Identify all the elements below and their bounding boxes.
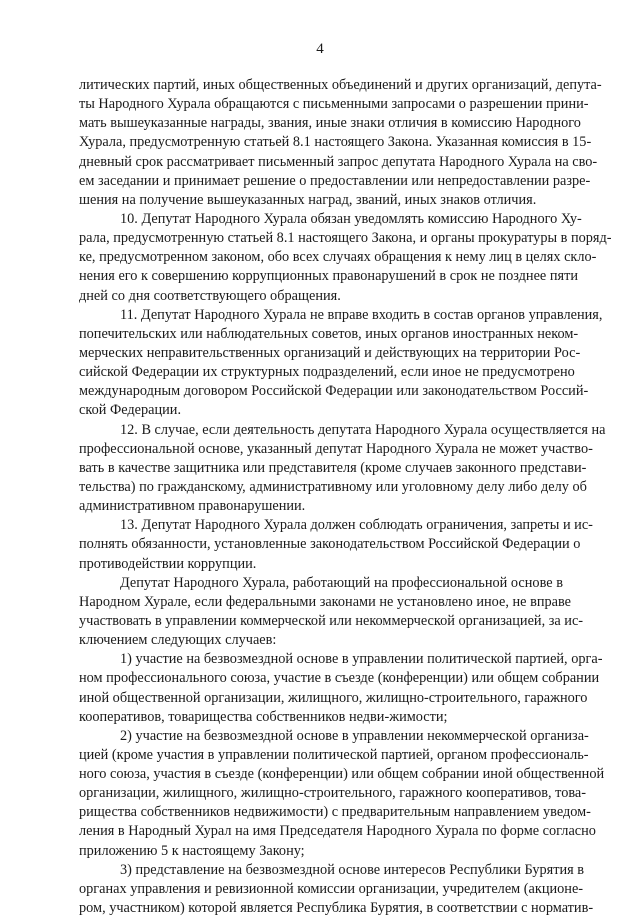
text-line: 11. Депутат Народного Хурала не вправе входить в состав органов управления, [120, 306, 603, 323]
text-line: тельства) по гражданскому, административному или уголовному делу либо делу об [79, 478, 587, 495]
text-line: 2) участие на безвозмездной основе в управлении некоммерческой организа- [120, 727, 589, 744]
paragraph-13 [79, 516, 593, 573]
document-body [79, 76, 612, 918]
page-number: 4 [316, 41, 324, 57]
text-line: дней со дня соответствующего обращения. [79, 287, 341, 304]
text-line: противодействии коррупции. [79, 555, 257, 572]
text-line: приложению 5 к настоящему Закону; [79, 842, 305, 859]
text-line: цией (кроме участия в управлении политической партией, органом профессиональ- [79, 746, 589, 763]
text-line: международным договором Российской Федерации или законодательством Россий- [79, 383, 589, 400]
paragraph-continuation [79, 76, 602, 210]
text-line: 12. В случае, если деятельность депутата Народного Хурала осуществляется на [120, 421, 606, 438]
paragraph-3 [79, 861, 594, 918]
text-line: нения его к совершению коррупционных правонарушений в срок не позднее пяти [79, 268, 578, 285]
paragraph-2 [79, 727, 605, 861]
text-line: литических партий, иных общественных объединений и других организаций, депута- [79, 77, 602, 93]
paragraph-1 [79, 650, 603, 727]
text-line: кооперативов, товарищества собственников недви-жимости; [79, 708, 448, 725]
text-line: Народном Хурале, если федеральными законами не установлено иное, не вправе [79, 593, 571, 610]
text-line: Депутат Народного Хурала, работающий на профессиональной основе в [120, 574, 563, 591]
paragraph-deputy [79, 574, 584, 651]
text-line: административном правонарушении. [79, 498, 306, 515]
text-line: сийской Федерации их структурных подразделений, если иное не предусмотрено [79, 364, 575, 381]
text-line: дневный срок рассматривает письменный запрос депутата Народного Хурала на сво- [79, 153, 598, 170]
text-line: рала, предусмотренную статьей 8.1 настоящего Закона, и органы прокуратуры в поряд- [79, 230, 612, 247]
text-line: ке, предусмотренном законом, обо всех случаях обращения к нему лиц в целях скло- [79, 249, 597, 266]
text-line: мать вышеуказанные награды, звания, иные знаки отличия в комиссию Народного [79, 115, 581, 132]
text-line: участвовать в управлении коммерческой или некоммерческой организацией, за ис- [79, 612, 584, 629]
text-line: шения на получение вышеуказанных наград, званий, иных знаков отличия. [79, 191, 537, 208]
text-line: ного союза, участия в съезде (конференции) или общем собрании иной общественной [79, 766, 605, 783]
text-line: Хурала, предусмотренную статьей 8.1 настоящего Закона. Указанная комиссия в 15- [79, 134, 592, 151]
text-line: иной общественной организации, жилищного, жилищно-строительного, гаражного [79, 689, 588, 706]
text-line: полнять обязанности, установленные законодательством Российской Федерации о [79, 536, 581, 553]
text-line: попечительских или наблюдательных советов, иных органов иностранных неком- [79, 325, 579, 342]
text-line: вать в качестве защитника или представителя (кроме случаев законного представи- [79, 459, 587, 476]
paragraph-11 [79, 306, 603, 421]
text-line: ном профессионального союза, участие в съезде (конференции) или общем собрании [79, 670, 600, 687]
text-line: ром, участником) которой является Республика Бурятия, в соответствии с норматив- [79, 900, 594, 917]
text-line: ской Федерации. [79, 402, 182, 419]
text-line: профессиональной основе, указанный депутат Народного Хурала не может участво- [79, 440, 593, 457]
text-line: мерческих неправительственных организаций и действующих на территории Рос- [79, 344, 581, 361]
paragraph-12 [79, 421, 606, 517]
text-line: 13. Депутат Народного Хурала должен соблюдать ограничения, запреты и ис- [120, 517, 593, 534]
text-line: организации, жилищного, жилищно-строительного, гаражного кооперативов, това- [79, 785, 587, 802]
text-line: органах управления и ревизионной комиссии организации, учредителем (акционе- [79, 880, 584, 897]
text-line: рищества собственников недвижимости) с предварительным направлением уведом- [79, 804, 591, 821]
text-line: 1) участие на безвозмездной основе в управлении политической партией, орга- [120, 651, 603, 668]
text-line: 10. Депутат Народного Хурала обязан уведомлять комиссию Народного Ху- [120, 210, 582, 227]
paragraph-10 [79, 210, 612, 306]
text-line: ем заседании и принимает решение о предоставлении или непредоставлении разре- [79, 172, 591, 189]
text-line: ты Народного Хурала обращаются с письменными запросами о разрешении прини- [79, 96, 589, 113]
text-line: ления в Народный Хурал на имя Председателя Народного Хурала по форме согласно [79, 823, 596, 840]
text-line: ключением следующих случаев: [79, 632, 277, 649]
text-line: 3) представление на безвозмездной основе интересов Республики Бурятия в [120, 861, 585, 878]
